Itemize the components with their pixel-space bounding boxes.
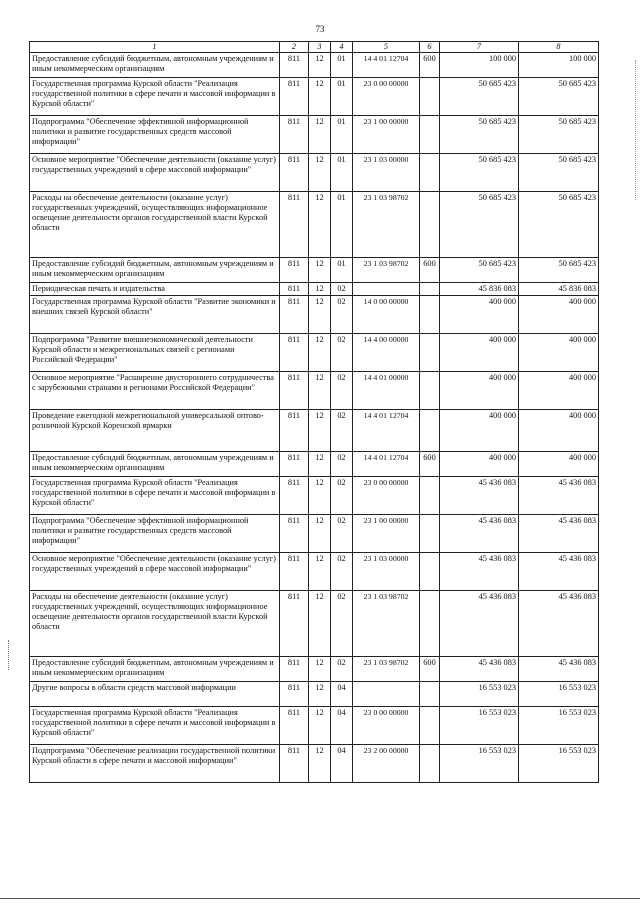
row-csr-cell: 23 1 03 98702 — [353, 657, 420, 682]
row-pr-cell: 01 — [331, 78, 353, 116]
row-rz-cell: 12 — [309, 410, 331, 452]
row-sum2-cell: 45 436 083 — [519, 553, 599, 591]
table-row — [30, 78, 599, 116]
row-name-cell: Подпрограмма "Развитие внешнеэкономической деятельности Курской области и межрегиональных связей с регионами Российской Федерации" — [30, 334, 280, 372]
row-sum2-cell: 45 836 083 — [519, 283, 599, 296]
row-pr-cell: 04 — [331, 745, 353, 783]
row-name-cell: Проведение ежегодной межрегиональной универсальной оптово-розничной Курской Коренской ярмарки — [30, 410, 280, 452]
row-gr-cell: 811 — [280, 258, 309, 283]
row-sum1-cell: 50 685 423 — [440, 154, 519, 192]
row-csr-cell: 23 0 00 00000 — [353, 78, 420, 116]
row-sum2-cell: 400 000 — [519, 410, 599, 452]
row-sum2-cell: 400 000 — [519, 452, 599, 477]
row-sum1-cell: 45 436 083 — [440, 477, 519, 515]
row-gr-cell: 811 — [280, 154, 309, 192]
row-sum2-cell: 400 000 — [519, 334, 599, 372]
row-gr-cell: 811 — [280, 515, 309, 553]
row-sum1-cell: 50 685 423 — [440, 192, 519, 258]
table-row — [30, 477, 599, 515]
row-rz-cell: 12 — [309, 707, 331, 745]
table-row — [30, 410, 599, 452]
table-row — [30, 452, 599, 477]
row-name-cell: Основное мероприятие "Обеспечение деятельности (оказание услуг) государственных учреждений в сфере массовой информации" — [30, 154, 280, 192]
row-csr-cell: 23 1 00 00000 — [353, 116, 420, 154]
row-rz-cell: 12 — [309, 745, 331, 783]
row-rz-cell: 12 — [309, 334, 331, 372]
table-row — [30, 258, 599, 283]
row-vr-cell — [420, 334, 440, 372]
row-gr-cell: 811 — [280, 410, 309, 452]
row-sum2-cell: 400 000 — [519, 296, 599, 334]
row-sum1-cell: 50 685 423 — [440, 116, 519, 154]
row-sum2-cell: 100 000 — [519, 53, 599, 78]
table-row — [30, 116, 599, 154]
row-name-cell: Подпрограмма "Обеспечение эффективной информационной политики и развитие государственных средств массовой информации" — [30, 515, 280, 553]
row-gr-cell: 811 — [280, 372, 309, 410]
row-pr-cell: 02 — [331, 657, 353, 682]
header-cell: 8 — [519, 42, 599, 53]
row-pr-cell: 02 — [331, 553, 353, 591]
row-gr-cell: 811 — [280, 477, 309, 515]
row-sum1-cell: 16 553 023 — [440, 682, 519, 707]
row-csr-cell: 23 0 00 00000 — [353, 707, 420, 745]
row-sum2-cell: 50 685 423 — [519, 78, 599, 116]
row-sum1-cell: 45 836 083 — [440, 283, 519, 296]
row-gr-cell: 811 — [280, 452, 309, 477]
row-sum2-cell: 16 553 023 — [519, 745, 599, 783]
page-number: 73 — [315, 24, 325, 34]
row-sum1-cell: 50 685 423 — [440, 78, 519, 116]
row-name-cell: Расходы на обеспечение деятельности (оказание услуг) государственных учреждений, осуществляющих информационное освещение деятельности органов государственной власти Курской области — [30, 192, 280, 258]
row-vr-cell — [420, 745, 440, 783]
row-pr-cell: 01 — [331, 116, 353, 154]
row-sum2-cell: 16 553 023 — [519, 682, 599, 707]
table-row — [30, 53, 599, 78]
row-csr-cell: 23 1 03 00000 — [353, 553, 420, 591]
row-vr-cell — [420, 372, 440, 410]
row-vr-cell — [420, 707, 440, 745]
row-csr-cell: 23 1 03 98702 — [353, 258, 420, 283]
row-pr-cell: 01 — [331, 192, 353, 258]
row-pr-cell: 04 — [331, 682, 353, 707]
row-gr-cell: 811 — [280, 283, 309, 296]
table-row — [30, 553, 599, 591]
row-sum2-cell: 50 685 423 — [519, 154, 599, 192]
row-pr-cell: 04 — [331, 707, 353, 745]
row-gr-cell: 811 — [280, 296, 309, 334]
scan-edge-mark — [634, 60, 636, 200]
row-name-cell: Расходы на обеспечение деятельности (оказание услуг) государственных учреждений, осуществляющих информационное освещение деятельности органов государственной власти Курской области — [30, 591, 280, 657]
row-name-cell: Государственная программа Курской области "Развитие экономики и внешних связей Курской области" — [30, 296, 280, 334]
table-row — [30, 192, 599, 258]
row-gr-cell: 811 — [280, 334, 309, 372]
row-name-cell: Основное мероприятие "Расширение двустороннего сотрудничества с зарубежными странами и регионами Российской Федерации" — [30, 372, 280, 410]
row-rz-cell: 12 — [309, 452, 331, 477]
table-row — [30, 283, 599, 296]
table-body — [30, 53, 599, 783]
row-sum1-cell: 45 436 083 — [440, 657, 519, 682]
header-cell: 5 — [353, 42, 420, 53]
row-vr-cell: 600 — [420, 53, 440, 78]
header-cell: 2 — [280, 42, 309, 53]
row-sum2-cell: 45 436 083 — [519, 477, 599, 515]
row-gr-cell: 811 — [280, 707, 309, 745]
row-pr-cell: 02 — [331, 283, 353, 296]
row-sum2-cell: 45 436 083 — [519, 657, 599, 682]
row-rz-cell: 12 — [309, 116, 331, 154]
row-csr-cell: 23 1 03 98702 — [353, 192, 420, 258]
row-gr-cell: 811 — [280, 553, 309, 591]
row-gr-cell: 811 — [280, 53, 309, 78]
row-sum2-cell: 50 685 423 — [519, 258, 599, 283]
row-pr-cell: 02 — [331, 334, 353, 372]
row-gr-cell: 811 — [280, 682, 309, 707]
row-gr-cell: 811 — [280, 591, 309, 657]
row-vr-cell — [420, 78, 440, 116]
row-csr-cell: 14 4 01 00000 — [353, 372, 420, 410]
row-pr-cell: 02 — [331, 372, 353, 410]
page-bottom-edge — [0, 898, 640, 899]
row-pr-cell: 02 — [331, 296, 353, 334]
row-sum2-cell: 16 553 023 — [519, 707, 599, 745]
table-row — [30, 372, 599, 410]
row-name-cell: Предоставление субсидий бюджетным, автономным учреждениям и иным некоммерческим организациям — [30, 53, 280, 78]
budget-table — [29, 41, 599, 783]
table-row — [30, 515, 599, 553]
row-pr-cell: 02 — [331, 452, 353, 477]
row-pr-cell: 01 — [331, 53, 353, 78]
row-rz-cell: 12 — [309, 657, 331, 682]
row-gr-cell: 811 — [280, 116, 309, 154]
table-row — [30, 657, 599, 682]
row-sum2-cell: 50 685 423 — [519, 192, 599, 258]
row-csr-cell: 23 2 00 00000 — [353, 745, 420, 783]
row-csr-cell: 14 0 00 00000 — [353, 296, 420, 334]
row-rz-cell: 12 — [309, 78, 331, 116]
table-row — [30, 296, 599, 334]
row-vr-cell — [420, 591, 440, 657]
row-vr-cell — [420, 154, 440, 192]
row-vr-cell: 600 — [420, 657, 440, 682]
table-row — [30, 682, 599, 707]
row-pr-cell: 02 — [331, 477, 353, 515]
row-csr-cell: 14 4 01 12704 — [353, 53, 420, 78]
table-row — [30, 591, 599, 657]
row-rz-cell: 12 — [309, 553, 331, 591]
row-rz-cell: 12 — [309, 283, 331, 296]
row-pr-cell: 02 — [331, 410, 353, 452]
row-vr-cell: 600 — [420, 258, 440, 283]
row-sum2-cell: 45 436 083 — [519, 515, 599, 553]
table-row — [30, 154, 599, 192]
row-sum1-cell: 400 000 — [440, 372, 519, 410]
row-pr-cell: 02 — [331, 591, 353, 657]
row-sum1-cell: 50 685 423 — [440, 258, 519, 283]
header-cell: 1 — [30, 42, 280, 53]
row-csr-cell: 23 1 00 00000 — [353, 515, 420, 553]
row-csr-cell: 14 4 01 12704 — [353, 452, 420, 477]
row-vr-cell — [420, 410, 440, 452]
row-csr-cell: 14 4 00 00000 — [353, 334, 420, 372]
row-vr-cell — [420, 116, 440, 154]
row-sum1-cell: 45 436 083 — [440, 553, 519, 591]
header-row — [30, 42, 599, 53]
row-sum1-cell: 45 436 083 — [440, 515, 519, 553]
row-rz-cell: 12 — [309, 258, 331, 283]
row-name-cell: Предоставление субсидий бюджетным, автономным учреждениям и иным некоммерческим организациям — [30, 657, 280, 682]
scan-margin-mark — [8, 640, 10, 670]
table-row — [30, 334, 599, 372]
row-gr-cell: 811 — [280, 745, 309, 783]
row-name-cell: Государственная программа Курской области "Реализация государственной политики в сфере печати и массовой информации в Курской области" — [30, 477, 280, 515]
row-sum1-cell: 400 000 — [440, 296, 519, 334]
row-csr-cell: 14 4 01 12704 — [353, 410, 420, 452]
row-sum1-cell: 400 000 — [440, 452, 519, 477]
row-sum2-cell: 50 685 423 — [519, 116, 599, 154]
row-gr-cell: 811 — [280, 192, 309, 258]
row-csr-cell: 23 0 00 00000 — [353, 477, 420, 515]
header-cell: 4 — [331, 42, 353, 53]
row-sum1-cell: 16 553 023 — [440, 745, 519, 783]
row-sum1-cell: 16 553 023 — [440, 707, 519, 745]
row-vr-cell — [420, 515, 440, 553]
row-name-cell: Предоставление субсидий бюджетным, автономным учреждениям и иным некоммерческим организациям — [30, 452, 280, 477]
table-row — [30, 745, 599, 783]
row-gr-cell: 811 — [280, 657, 309, 682]
row-vr-cell — [420, 477, 440, 515]
row-gr-cell: 811 — [280, 78, 309, 116]
row-name-cell: Государственная программа Курской области "Реализация государственной политики в сфере печати и массовой информации в Курской области" — [30, 707, 280, 745]
row-rz-cell: 12 — [309, 591, 331, 657]
row-vr-cell: 600 — [420, 452, 440, 477]
row-rz-cell: 12 — [309, 53, 331, 78]
row-sum1-cell: 45 436 083 — [440, 591, 519, 657]
header-cell: 6 — [420, 42, 440, 53]
row-csr-cell — [353, 283, 420, 296]
row-name-cell: Периодическая печать и издательства — [30, 283, 280, 296]
row-sum1-cell: 400 000 — [440, 410, 519, 452]
row-sum1-cell: 100 000 — [440, 53, 519, 78]
table-row — [30, 707, 599, 745]
header-cell: 3 — [309, 42, 331, 53]
row-name-cell: Подпрограмма "Обеспечение реализации государственной политики Курской области в сфере печати и массовой информации" — [30, 745, 280, 783]
row-name-cell: Государственная программа Курской области "Реализация государственной политики в сфере печати и массовой информации в Курской области" — [30, 78, 280, 116]
row-csr-cell — [353, 682, 420, 707]
row-name-cell: Основное мероприятие "Обеспечение деятельности (оказание услуг) государственных учреждений в сфере массовой информации" — [30, 553, 280, 591]
row-rz-cell: 12 — [309, 296, 331, 334]
row-name-cell: Другие вопросы в области средств массовой информации — [30, 682, 280, 707]
row-pr-cell: 01 — [331, 258, 353, 283]
row-csr-cell: 23 1 03 98702 — [353, 591, 420, 657]
row-name-cell: Подпрограмма "Обеспечение эффективной информационной политики и развитие государственных средств массовой информации" — [30, 116, 280, 154]
row-vr-cell — [420, 296, 440, 334]
row-csr-cell: 23 1 03 00000 — [353, 154, 420, 192]
row-pr-cell: 01 — [331, 154, 353, 192]
row-vr-cell — [420, 682, 440, 707]
row-rz-cell: 12 — [309, 192, 331, 258]
row-rz-cell: 12 — [309, 372, 331, 410]
row-sum1-cell: 400 000 — [440, 334, 519, 372]
row-sum2-cell: 45 436 083 — [519, 591, 599, 657]
row-vr-cell — [420, 192, 440, 258]
row-sum2-cell: 400 000 — [519, 372, 599, 410]
row-rz-cell: 12 — [309, 515, 331, 553]
row-rz-cell: 12 — [309, 477, 331, 515]
row-rz-cell: 12 — [309, 682, 331, 707]
row-name-cell: Предоставление субсидий бюджетным, автономным учреждениям и иным некоммерческим организациям — [30, 258, 280, 283]
header-cell: 7 — [440, 42, 519, 53]
row-vr-cell — [420, 283, 440, 296]
row-pr-cell: 02 — [331, 515, 353, 553]
row-vr-cell — [420, 553, 440, 591]
row-rz-cell: 12 — [309, 154, 331, 192]
